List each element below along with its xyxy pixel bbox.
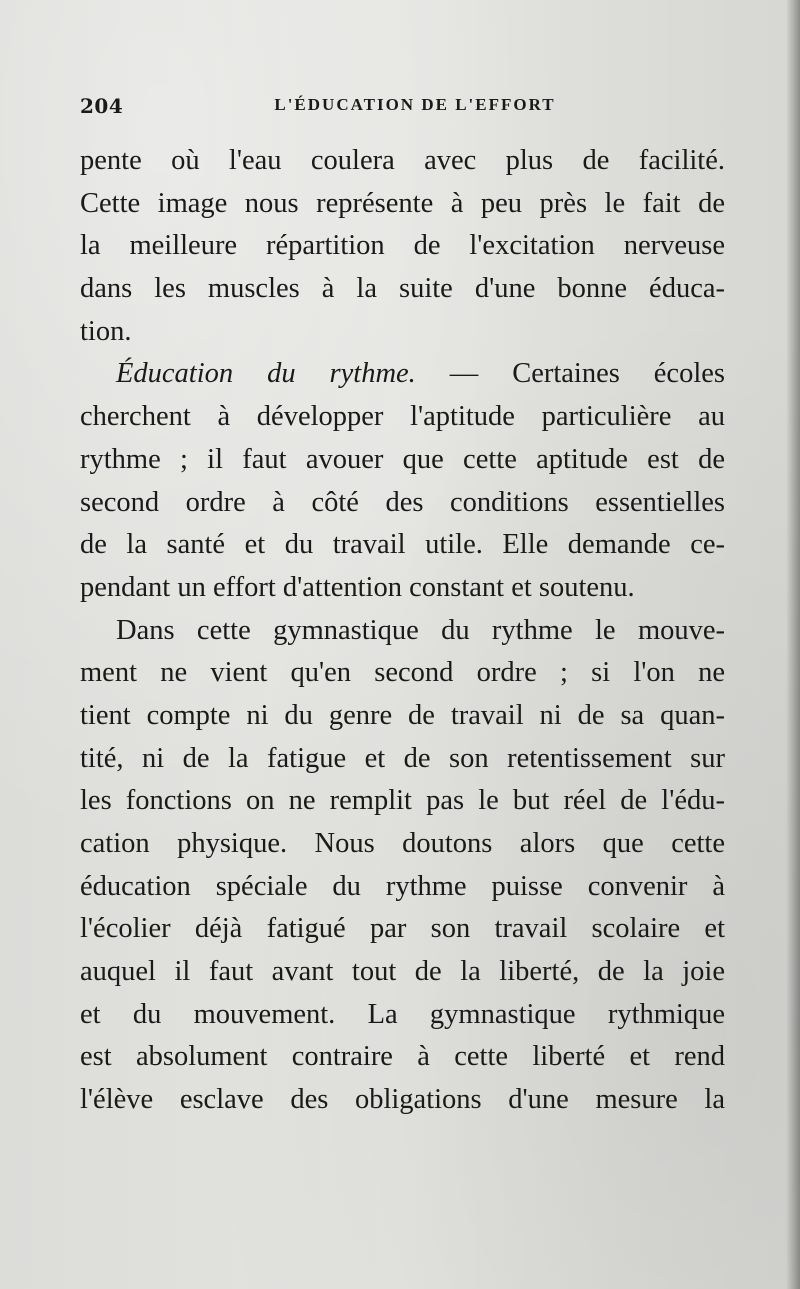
text-line: est absolument contraire à cette liberté et rend [80,1041,725,1073]
text-line: la meilleure répartition de l'excitation nerveuse [80,230,725,262]
text-line: et du mouvement. La gymnastique rythmique [80,998,725,1030]
text-line: Cette image nous représente à peu près le fait de [80,187,725,219]
section-heading: Éducation du rythme. [116,358,416,390]
section-first-line [80,353,725,396]
body-text [80,140,725,1122]
text-line: tient compte ni du genre de travail ni de sa quan- [80,699,725,731]
text-line: tité, ni de la fatigue et de son retentissement sur [80,742,725,774]
text-line: l'élève esclave des obligations d'une mesure la [80,1084,725,1116]
text-line: ment ne vient qu'en second ordre ; si l'on ne [80,657,725,689]
text-line: les fonctions on ne remplit pas le but réel de l'édu- [80,785,725,817]
text-line: pente où l'eau coulera avec plus de facilité. [80,145,725,176]
page-number: 204 [80,94,124,118]
text-line: cherchent à développer l'aptitude particulière au [80,401,725,433]
text-line: Dans cette gymnastique du rythme le mouve- [116,614,725,646]
section-first-line-text: — Certaines écoles [415,358,725,390]
text-line: éducation spéciale du rythme puisse convenir à [80,870,725,902]
text-line: cation physique. Nous doutons alors que cette [80,828,725,859]
text-line: rythme ; il faut avouer que cette aptitude est de [80,443,725,475]
page-header [80,94,730,124]
text-line: tion. [80,315,132,347]
text-line: second ordre à côté des conditions essentielles [80,486,725,518]
text-line: de la santé et du travail utile. Elle demande ce- [80,529,725,561]
text-line: auquel il faut avant tout de la liberté, de la joie [80,956,725,988]
text-line: dans les muscles à la suite d'une bonne éduca- [80,273,725,305]
text-line: pendant un effort d'attention constant et soutenu. [80,571,635,603]
running-title: L'ÉDUCATION DE L'EFFORT [274,95,556,114]
text-line: l'écolier déjà fatigué par son travail scolaire et [80,913,725,945]
